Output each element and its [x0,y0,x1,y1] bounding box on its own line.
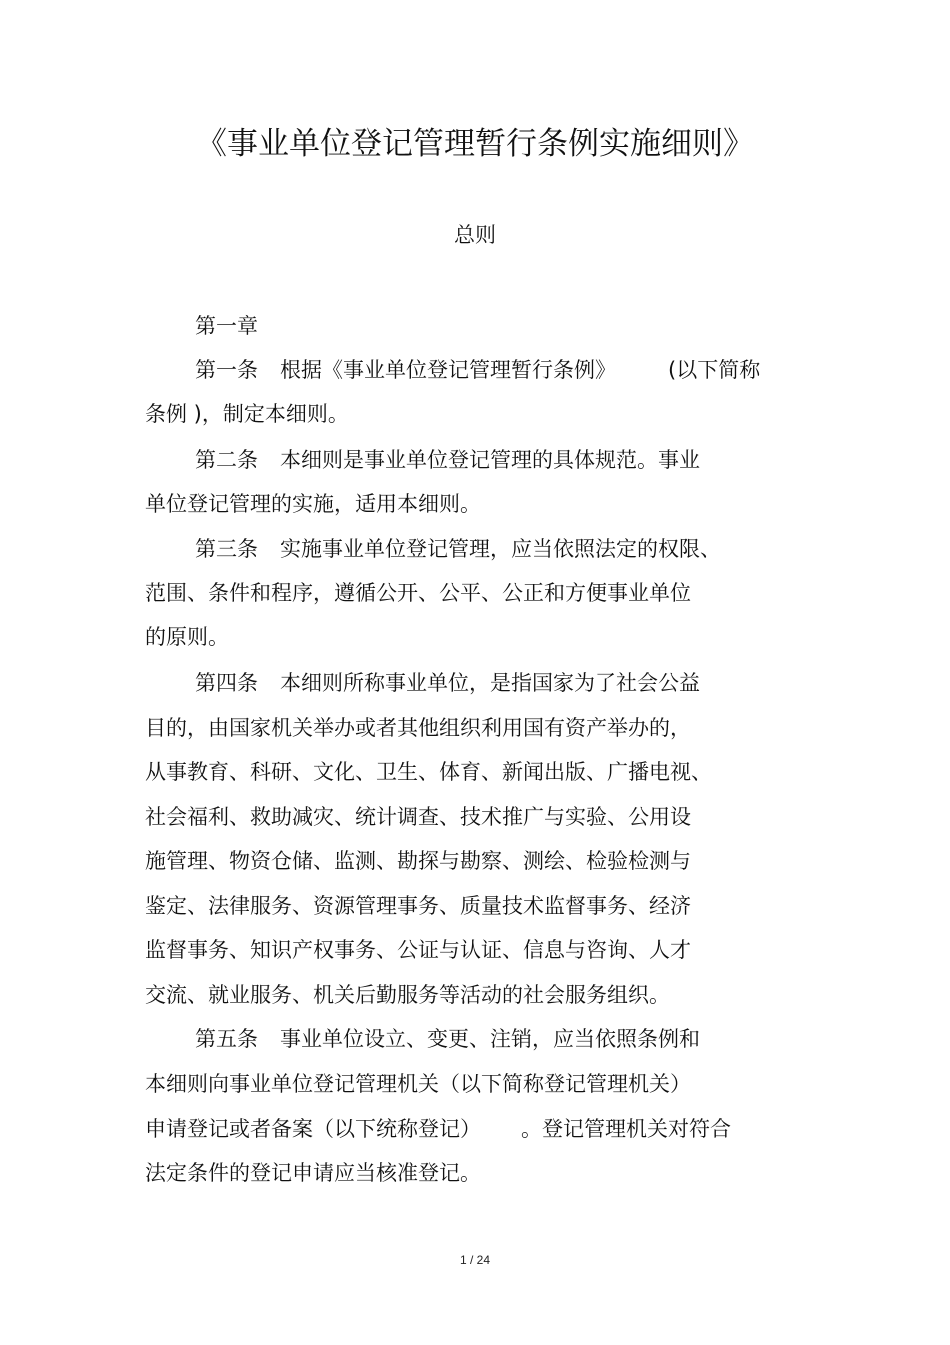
article-4-line-1 [195,668,700,698]
article-5-line-2: 本细则向事业单位登记管理机关（以下简称登记管理机关） [145,1072,691,1096]
chapter-heading: 第一章 [195,314,258,338]
article-4-line-2: 目的，由国家机关举办或者其他组织利用国有资产举办的， [145,716,691,740]
document-title: 《事业单位登记管理暂行条例实施细则》 [196,126,754,162]
article-4-line-6: 鉴定、法律服务、资源管理事务、质量技术监督事务、经济 [145,894,691,918]
article-1-line-2: 条例 )，制定本细则。 [145,402,349,426]
article-3-line-3: 的原则。 [145,625,229,649]
article-5-line-3 [145,1114,731,1144]
article-4-line-3: 从事教育、科研、文化、卫生、体育、新闻出版、广播电视、 [145,760,712,784]
article-4-text-1: 本细则所称事业单位，是指国家为了社会公益 [280,671,700,695]
article-2-text-1: 本细则是事业单位登记管理的具体规范。事业 [280,448,700,472]
article-5-text-3a: 申请登记或者备案（以下统称登记） [145,1117,481,1141]
article-4-line-7: 监督事务、知识产权事务、公证与认证、信息与咨询、人才 [145,938,691,962]
article-2-label: 第二条 [195,448,258,472]
article-2-line-1 [195,445,700,475]
article-3-text-1: 实施事业单位登记管理，应当依照法定的权限、 [280,537,721,561]
article-5-label: 第五条 [195,1027,258,1051]
article-5-line-4: 法定条件的登记申请应当核准登记。 [145,1161,481,1185]
article-3-label: 第三条 [195,537,258,561]
article-1-label: 第一条 [195,358,258,382]
article-3-line-1 [195,534,721,564]
article-4-line-8: 交流、就业服务、机关后勤服务等活动的社会服务组织。 [145,983,670,1007]
article-1-text-1b: (以下简称 [668,358,761,382]
article-4-line-4: 社会福利、救助减灾、统计调查、技术推广与实验、公用设 [145,805,691,829]
article-1-line-1 [195,355,760,385]
section-heading: 总则 [454,223,496,247]
article-1-text-1a: 根据《事业单位登记管理暂行条例》 [280,358,616,382]
article-4-label: 第四条 [195,671,258,695]
article-2-line-2: 单位登记管理的实施，适用本细则。 [145,492,481,516]
article-4-line-5: 施管理、物资仓储、监测、勘探与勘察、测绘、检验检测与 [145,849,691,873]
article-5-line-1 [195,1024,700,1054]
page-number: 1 / 24 [459,1253,491,1267]
article-5-text-3b: 。登记管理机关对符合 [521,1117,731,1141]
article-3-line-2: 范围、条件和程序，遵循公开、公平、公正和方便事业单位 [145,581,691,605]
article-5-text-1: 事业单位设立、变更、注销，应当依照条例和 [280,1027,700,1051]
